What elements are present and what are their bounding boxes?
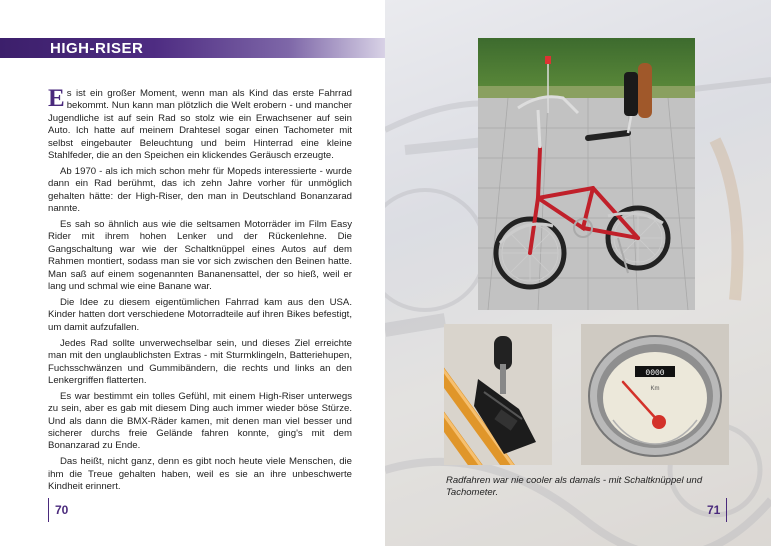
paragraph-3: Es sah so ähnlich aus wie die seltsamen Motorräder im Film Easy Rider mit ihrem hohen Lenker und der Rückenlehne. Die Gangschaltung war wie der Schaltknüppel eines Autos auf dem Rahmen montiert, sodass man sie vor sich zwischen den Beinen hatte. Man saß auf einem sogenannten Bananensattel, der so hieß, weil er lang und schmal wie eine Banane war. xyxy=(48,219,352,293)
page-number-left: 70 xyxy=(48,498,68,522)
paragraph-7: Das heißt, nicht ganz, denn es gibt noch heute viele Menschen, die ihm die Treue gehalten haben, weil es sie an ihre unbeschwerte Kindheit erinnert. xyxy=(48,456,352,493)
paragraph-4: Die Idee zu diesem eigentümlichen Fahrrad kam aus den USA. Kinder hatten dort verschiedene Motorradteile auf ihren Bikes befestigt, um damit aufzufallen. xyxy=(48,297,352,333)
odometer-reading: 0000 xyxy=(645,369,665,378)
page-title: HIGH-RISER xyxy=(50,40,144,57)
left-page xyxy=(0,0,385,546)
paragraph-6: Es war bestimmt ein tolles Gefühl, mit einem High-Riser unterwegs zu sein, aber es gab mit diesem Ding auch immer wieder böse Stürze. Und als dann die BMX-Räder kamen, mit denen man viel besser und sicherer durchs freie Gelände fahren konnte, ging's mit dem Bonanzarad zu Ende. xyxy=(48,390,352,452)
gear-lever-photo xyxy=(444,324,552,465)
paragraph-2: Ab 1970 - als ich mich schon mehr für Mopeds interessierte - wurde dann ein Rad berühmt, das ich zehn Jahre vorher für unmöglich gehalten hätte: der High-Riser, den man in Deutschland Bonanzarad nannte. xyxy=(48,165,352,215)
right-page xyxy=(385,0,771,546)
drop-cap: E xyxy=(48,85,65,112)
paragraph-1-text: s ist ein großer Moment, wenn man als Kind das erste Fahrrad bekommt. Nun kann man plötzlich die Welt erobern - und mancher Jugendliche ist auf sein Rad so stolz wie ein Erwachsener auf sein Auto. Ich hatte auf meinem Drahtesel sogar einen Tachometer mit selbst eingebauter Beleuchtung und beim Hinterrad eine kleine Stahlfeder, die an den Speichen ein klickendes Geräusch erzeugte. xyxy=(48,88,352,162)
speedometer-unit: Km xyxy=(650,386,660,392)
article-body xyxy=(48,85,352,497)
paragraph-1 xyxy=(48,85,352,162)
bike-photo xyxy=(478,38,695,310)
speedometer-photo xyxy=(581,324,729,465)
paragraph-5: Jedes Rad sollte unverwechselbar sein, und dieses Ziel erreichte man mit den unglaublichsten Extras - mit Sturmklingeln, Batteriehupen, Fuchsschwänzen und Gummibändern, die rechts und links an den Lenkergriffen flatterten. xyxy=(48,337,352,386)
page-number-right: 71 xyxy=(707,498,727,522)
photo-caption: Radfahren war nie cooler als damals - mit Schaltknüppel und Tachometer. xyxy=(446,475,703,498)
